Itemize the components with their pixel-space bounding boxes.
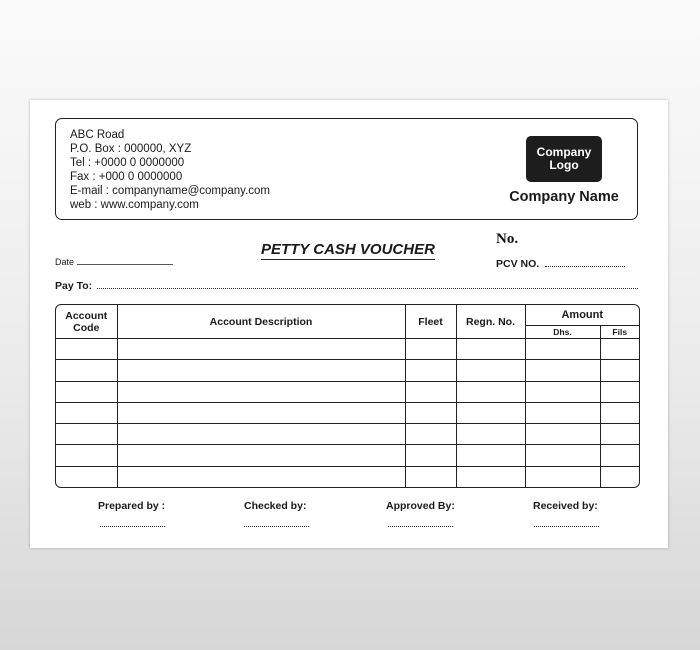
cell-dhs[interactable] — [525, 445, 600, 466]
cell-fleet[interactable] — [405, 445, 456, 466]
cell-account-description[interactable] — [117, 424, 405, 445]
cell-account-code[interactable] — [56, 424, 117, 445]
address-line: P.O. Box : 000000, XYZ — [70, 143, 192, 155]
cell-dhs[interactable] — [525, 360, 600, 381]
company-logo — [526, 136, 602, 182]
pcv-number-line[interactable] — [545, 257, 625, 267]
approved-by-label: Approved By: — [386, 500, 455, 512]
prepared-by-label: Prepared by : — [98, 500, 166, 512]
cell-fils[interactable] — [600, 402, 639, 423]
header-dhs: Dhs. — [525, 326, 600, 339]
cell-account-description[interactable] — [117, 381, 405, 402]
header-account-code-line1: Account — [65, 309, 108, 322]
date-label: Date — [55, 257, 75, 267]
header-fleet: Fleet — [405, 305, 456, 339]
cell-regn-no[interactable] — [456, 339, 525, 360]
prepared-by-line[interactable] — [100, 518, 165, 527]
cell-fleet[interactable] — [405, 360, 456, 381]
cell-fleet[interactable] — [405, 381, 456, 402]
cell-account-description[interactable] — [117, 339, 405, 360]
header-amount: Amount — [525, 305, 639, 326]
cell-dhs[interactable] — [525, 466, 600, 487]
table-row — [56, 445, 639, 466]
company-name: Company Name — [509, 189, 619, 205]
cell-fleet[interactable] — [405, 466, 456, 487]
voucher-table — [55, 304, 640, 488]
cell-account-description[interactable] — [117, 466, 405, 487]
address-line: Tel : +0000 0 0000000 — [70, 157, 185, 169]
cell-account-code[interactable] — [56, 466, 117, 487]
cell-regn-no[interactable] — [456, 445, 525, 466]
checked-by-line[interactable] — [244, 518, 309, 527]
logo-text-line: Logo — [549, 158, 579, 172]
address-line: ABC Road — [70, 129, 125, 141]
cell-account-description[interactable] — [117, 445, 405, 466]
voucher-sheet — [30, 100, 668, 548]
cell-account-description[interactable] — [117, 360, 405, 381]
voucher-number-label: No. — [496, 231, 519, 247]
cell-fleet[interactable] — [405, 424, 456, 445]
cell-fils[interactable] — [600, 339, 639, 360]
cell-fils[interactable] — [600, 445, 639, 466]
pcv-number-label: PCV NO. — [496, 258, 540, 270]
cell-dhs[interactable] — [525, 339, 600, 360]
cell-regn-no[interactable] — [456, 381, 525, 402]
header-account-code-line2: Code — [73, 321, 100, 334]
table-row — [56, 381, 639, 402]
table-row — [56, 424, 639, 445]
cell-dhs[interactable] — [525, 424, 600, 445]
table-row — [56, 339, 639, 360]
cell-account-description[interactable] — [117, 402, 405, 423]
date-line[interactable] — [77, 264, 173, 265]
address-line: web : www.company.com — [70, 199, 199, 211]
cell-regn-no[interactable] — [456, 424, 525, 445]
cell-account-code[interactable] — [56, 360, 117, 381]
approved-by-line[interactable] — [388, 518, 453, 527]
address-line: E-mail : companyname@company.com — [70, 185, 271, 197]
received-by-label: Received by: — [533, 500, 598, 512]
company-header — [55, 118, 638, 220]
date-field[interactable] — [55, 257, 173, 267]
cell-account-code[interactable] — [56, 339, 117, 360]
table-row — [56, 466, 639, 487]
received-by-line[interactable] — [534, 518, 599, 527]
table-row — [56, 402, 639, 423]
checked-by-label: Checked by: — [244, 500, 307, 512]
header-account-code — [56, 305, 117, 339]
cell-dhs[interactable] — [525, 381, 600, 402]
cell-regn-no[interactable] — [456, 402, 525, 423]
cell-dhs[interactable] — [525, 402, 600, 423]
cell-fils[interactable] — [600, 381, 639, 402]
header-fils: Fils — [600, 326, 639, 339]
cell-regn-no[interactable] — [456, 466, 525, 487]
company-address — [70, 128, 270, 212]
header-account-description: Account Description — [117, 305, 405, 339]
pay-to-line[interactable] — [97, 278, 638, 289]
cell-account-code[interactable] — [56, 402, 117, 423]
cell-fils[interactable] — [600, 466, 639, 487]
cell-fils[interactable] — [600, 360, 639, 381]
address-line: Fax : +000 0 0000000 — [70, 171, 183, 183]
cell-fils[interactable] — [600, 424, 639, 445]
logo-text-line: Company — [536, 145, 592, 159]
header-regn-no: Regn. No. — [456, 305, 525, 339]
cell-fleet[interactable] — [405, 339, 456, 360]
pay-to-label: Pay To: — [55, 280, 93, 292]
table-row — [56, 360, 639, 381]
cell-fleet[interactable] — [405, 402, 456, 423]
cell-account-code[interactable] — [56, 445, 117, 466]
cell-account-code[interactable] — [56, 381, 117, 402]
voucher-title: PETTY CASH VOUCHER — [261, 241, 435, 258]
pcv-number-field[interactable] — [496, 257, 625, 270]
cell-regn-no[interactable] — [456, 360, 525, 381]
